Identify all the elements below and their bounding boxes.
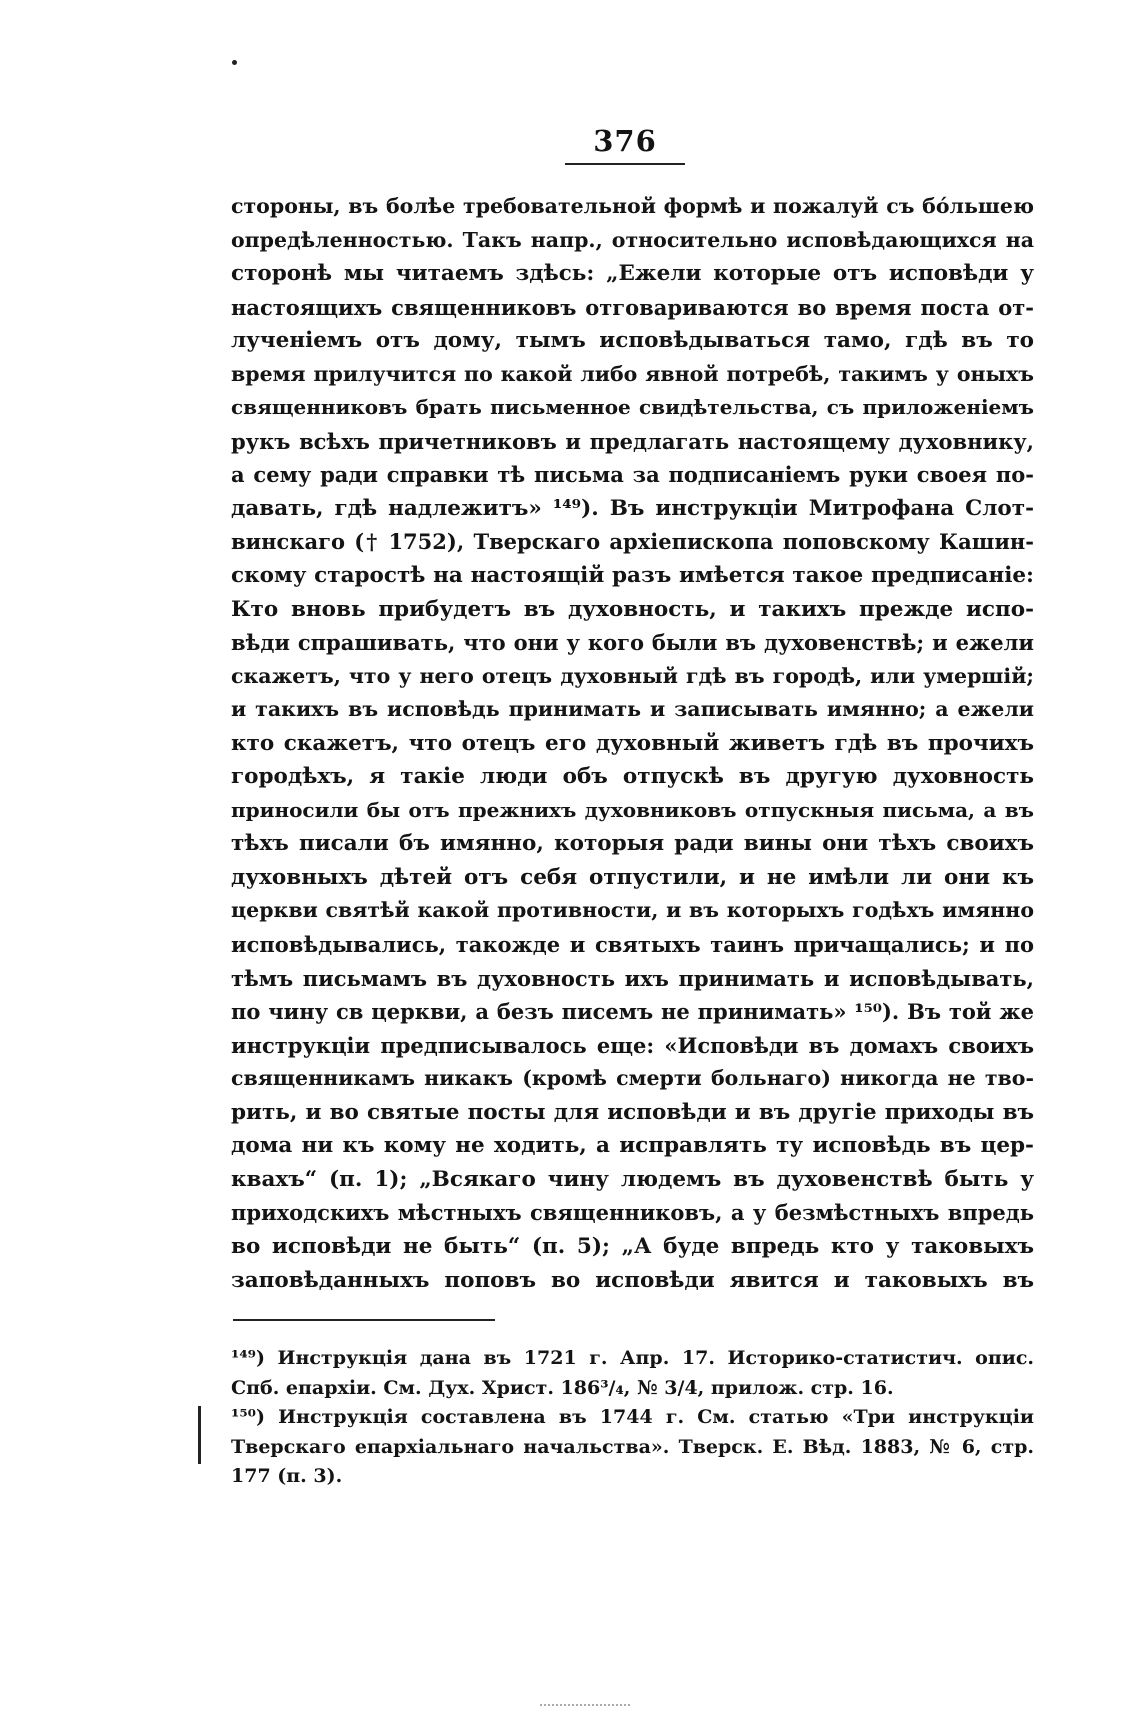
footnotes — [231, 1344, 1034, 1492]
body-line: тѣхъ писали бъ имянно, которыя ради вины они тѣхъ своихъ — [231, 831, 1034, 857]
body-text — [231, 190, 1034, 1297]
body-line: квахъ“ (п. 1); „Всякаго чину людемъ въ духовенствѣ быть у — [231, 1166, 1034, 1192]
body-line: рукъ всѣхъ причетниковъ и предлагать настоящему духовнику, — [231, 428, 1034, 454]
margin-mark — [198, 1406, 201, 1464]
body-line: и такихъ въ исповѣдь принимать и записывать имянно; а ежели — [231, 697, 1034, 722]
page-number-rule — [565, 163, 685, 165]
footnote-line: Спб. епархіи. См. Дух. Христ. 186³/₄, № 3/4, прилож. стр. 16. — [231, 1376, 894, 1399]
body-line: Кто вновь прибудетъ въ духовность, и такихъ прежде испо- — [231, 596, 1034, 622]
page-number: 376 — [593, 124, 657, 158]
body-line: рить, и во святые посты для исповѣди и въ другіе приходы въ — [231, 1099, 1034, 1125]
body-line: лученіемъ отъ дому, тымъ исповѣдываться тамо, гдѣ въ то — [231, 328, 1034, 354]
body-line: священникамъ никакъ (кромѣ смерти больнаго) никогда не тво- — [231, 1066, 1034, 1091]
body-line: настоящихъ священниковъ отговариваются во время поста от- — [231, 294, 1034, 320]
body-line: по чину св церкви, а безъ писемъ не принимать» ¹⁵⁰). Въ той же — [231, 999, 1034, 1025]
body-line: заповѣданныхъ поповъ во исповѣди явится и таковыхъ въ — [231, 1267, 1034, 1293]
body-line: кто скажетъ, что отецъ его духовный живетъ гдѣ въ прочихъ — [231, 730, 1034, 756]
body-line: городѣхъ, я такіе люди объ отпускѣ въ другую духовность — [231, 764, 1034, 790]
footnote-rule — [233, 1319, 495, 1321]
body-line: приходскихъ мѣстныхъ священниковъ, а у безмѣстныхъ впредь — [231, 1200, 1034, 1226]
body-line: опредѣленностью. Такъ напр., относительно исповѣдающихся на — [231, 227, 1034, 252]
body-line: давать, гдѣ надлежитъ» ¹⁴⁹). Въ инструкціи Митрофана Слот- — [231, 495, 1034, 521]
body-line: священниковъ брать письменное свидѣтельства, съ приложеніемъ — [231, 395, 1034, 420]
footnote-line: ¹⁴⁹) Инструкція дана въ 1721 г. Апр. 17. Историко-статистич. опис. — [231, 1347, 1034, 1369]
footnote-line: 177 (п. 3). — [231, 1465, 343, 1487]
body-line: духовныхъ дѣтей отъ себя отпустили, и не имѣли ли они къ — [231, 864, 1034, 890]
stray-dot — [232, 60, 237, 65]
body-line: исповѣдывались, такожде и святыхъ таинъ причащались; и по — [231, 932, 1034, 958]
scan-specks — [540, 1704, 630, 1709]
body-line: инструкціи предписывалось еще: «Исповѣди въ домахъ своихъ — [231, 1032, 1034, 1058]
body-line: а сему ради справки тѣ письма за подписаніемъ руки своея по- — [231, 462, 1034, 488]
body-line: вѣди спрашивать, что они у кого были въ духовенствѣ; и ежели — [231, 630, 1034, 656]
footnote-line: Тверскаго епархіальнаго начальства». Тверск. Е. Вѣд. 1883, № 6, стр. — [231, 1435, 1034, 1458]
body-line: сторонѣ мы читаемъ здѣсь: „Ежели которые отъ исповѣди у — [231, 261, 1034, 287]
body-line: время прилучится по какой либо явной потребѣ, такимъ у оныхъ — [231, 361, 1034, 386]
body-line: церкви святѣй какой противности, и въ которыхъ годѣхъ имянно — [231, 898, 1034, 923]
body-line: тѣмъ письмамъ въ духовность ихъ принимать и исповѣдывать, — [231, 965, 1034, 991]
body-line: во исповѣди не быть“ (п. 5); „А буде впредь кто у таковыхъ — [231, 1233, 1034, 1259]
footnote-line: ¹⁵⁰) Инструкція составлена въ 1744 г. См. статью «Три инструкціи — [231, 1406, 1034, 1428]
body-line: дома ни къ кому не ходить, а исправлять ту исповѣдь въ цер- — [231, 1133, 1034, 1159]
body-line: приносили бы отъ прежнихъ духовниковъ отпускныя письма, а въ — [231, 797, 1034, 822]
body-line: скажетъ, что у него отецъ духовный гдѣ въ городѣ, или умершій; — [231, 663, 1034, 688]
body-line: скому старостѣ на настоящій разъ имѣется такое предписаніе: — [231, 563, 1034, 589]
body-line: стороны, въ болѣе требовательной формѣ и пожалуй съ бо́льшею — [231, 194, 1034, 218]
body-line: винскаго († 1752), Тверскаго архіепископа поповскому Кашин- — [231, 529, 1034, 555]
